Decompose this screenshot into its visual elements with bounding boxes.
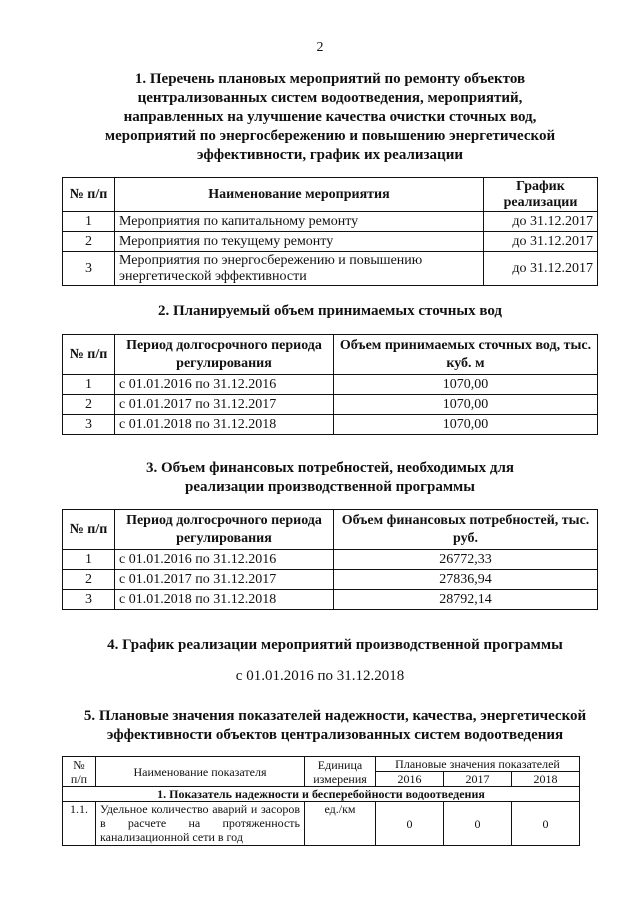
header-name: Наименование показателя — [96, 757, 305, 787]
section5-title — [40, 707, 630, 745]
row-schedule: до 31.12.2017 — [484, 252, 598, 286]
row-value: 26772,33 — [334, 550, 598, 570]
table-row — [63, 550, 598, 570]
row-value: 28792,14 — [334, 590, 598, 610]
row-unit: ед./км — [305, 802, 376, 846]
header-year: 2016 — [376, 772, 444, 787]
header-volume: Объем принимаемых сточных вод, тыс. куб. м — [334, 335, 598, 375]
row-value: 1070,00 — [334, 395, 598, 415]
row-period: с 01.01.2017 по 31.12.2017 — [115, 395, 334, 415]
row-num: 2 — [63, 395, 115, 415]
section1-title-line: централизованных систем водоотведения, мероприятий, — [137, 90, 523, 106]
header-unit: Единица измерения — [305, 757, 376, 787]
row-period: с 01.01.2018 по 31.12.2018 — [115, 415, 334, 435]
header-planned: Плановые значения показателей — [376, 757, 580, 772]
table-row — [63, 802, 580, 846]
row-num: 3 — [63, 415, 115, 435]
row-value: 1070,00 — [334, 415, 598, 435]
header-year: 2018 — [511, 772, 579, 787]
row-value: 27836,94 — [334, 570, 598, 590]
section3-title-line: 3. Объем финансовых потребностей, необходимых для — [145, 460, 515, 476]
header-num: № п/п — [63, 178, 115, 212]
row-name: Удельное количество аварий и засоров в расчете на протяженность канализационной сети в год — [96, 802, 305, 846]
row-value: 1070,00 — [334, 375, 598, 395]
section1-title-line: 1. Перечень плановых мероприятий по ремонту объектов — [134, 71, 526, 87]
header-period: Период долгосрочного периода регулирования — [115, 335, 334, 375]
section5-table — [62, 756, 580, 846]
row-num: 2 — [63, 232, 115, 252]
section3-title — [60, 459, 600, 497]
page-number: 2 — [316, 40, 324, 55]
row-name: Мероприятия по энергосбережению и повышению энергетической эффективности — [115, 252, 484, 286]
row-num: 1.1. — [63, 802, 96, 846]
row-num: 3 — [63, 252, 115, 286]
row-name: Мероприятия по капитальному ремонту — [115, 212, 484, 232]
row-period: с 01.01.2016 по 31.12.2016 — [115, 550, 334, 570]
row-name: Мероприятия по текущему ремонту — [115, 232, 484, 252]
row-period: с 01.01.2016 по 31.12.2016 — [115, 375, 334, 395]
header-volume: Объем финансовых потребностей, тыс. руб. — [334, 510, 598, 550]
header-num: № п/п — [63, 335, 115, 375]
section3-title-line: реализации производственной программы — [185, 479, 475, 495]
header-num: № п/п — [63, 510, 115, 550]
header-name: Наименование мероприятия — [115, 178, 484, 212]
header-year: 2017 — [443, 772, 511, 787]
row-value-2018: 0 — [511, 802, 579, 846]
section4-period: с 01.01.2016 по 31.12.2018 — [235, 668, 405, 684]
row-period: с 01.01.2018 по 31.12.2018 — [115, 590, 334, 610]
row-num: 1 — [63, 375, 115, 395]
row-num: 1 — [63, 550, 115, 570]
section2-title: 2. Планируемый объем принимаемых сточных вод — [157, 303, 503, 319]
section3-table — [62, 509, 598, 610]
header-period: Период долгосрочного периода регулирования — [115, 510, 334, 550]
table-row — [63, 590, 598, 610]
section5-title-line: эффективности объектов централизованных систем водоотведения — [106, 727, 564, 743]
section1-title-line: эффективности, график их реализации — [197, 147, 463, 163]
table-row — [63, 212, 598, 232]
table-row — [63, 375, 598, 395]
header-num: № п/п — [63, 757, 96, 787]
row-schedule: до 31.12.2017 — [484, 212, 598, 232]
table-row — [63, 570, 598, 590]
row-value-2016: 0 — [376, 802, 444, 846]
table-row — [63, 252, 598, 286]
table-row — [63, 395, 598, 415]
table-row — [63, 415, 598, 435]
group-header: 1. Показатель надежности и бесперебойности водоотведения — [63, 787, 580, 802]
header-schedule: График реализации — [484, 178, 598, 212]
section1-title — [60, 70, 600, 165]
section1-table — [62, 177, 598, 286]
row-value-2017: 0 — [443, 802, 511, 846]
row-num: 3 — [63, 590, 115, 610]
section5-title-line: 5. Плановые значения показателей надежности, качества, энергетической — [83, 708, 587, 724]
section1-title-line: мероприятий по энергосбережению и повышению энергетической — [104, 128, 556, 144]
row-period: с 01.01.2017 по 31.12.2017 — [115, 570, 334, 590]
table-row — [63, 232, 598, 252]
section1-title-line: направленных на улучшение качества очистки сточных вод, — [123, 109, 537, 125]
row-num: 2 — [63, 570, 115, 590]
section2-table — [62, 334, 598, 435]
row-num: 1 — [63, 212, 115, 232]
section4-title: 4. График реализации мероприятий производственной программы — [107, 637, 563, 653]
row-schedule: до 31.12.2017 — [484, 232, 598, 252]
